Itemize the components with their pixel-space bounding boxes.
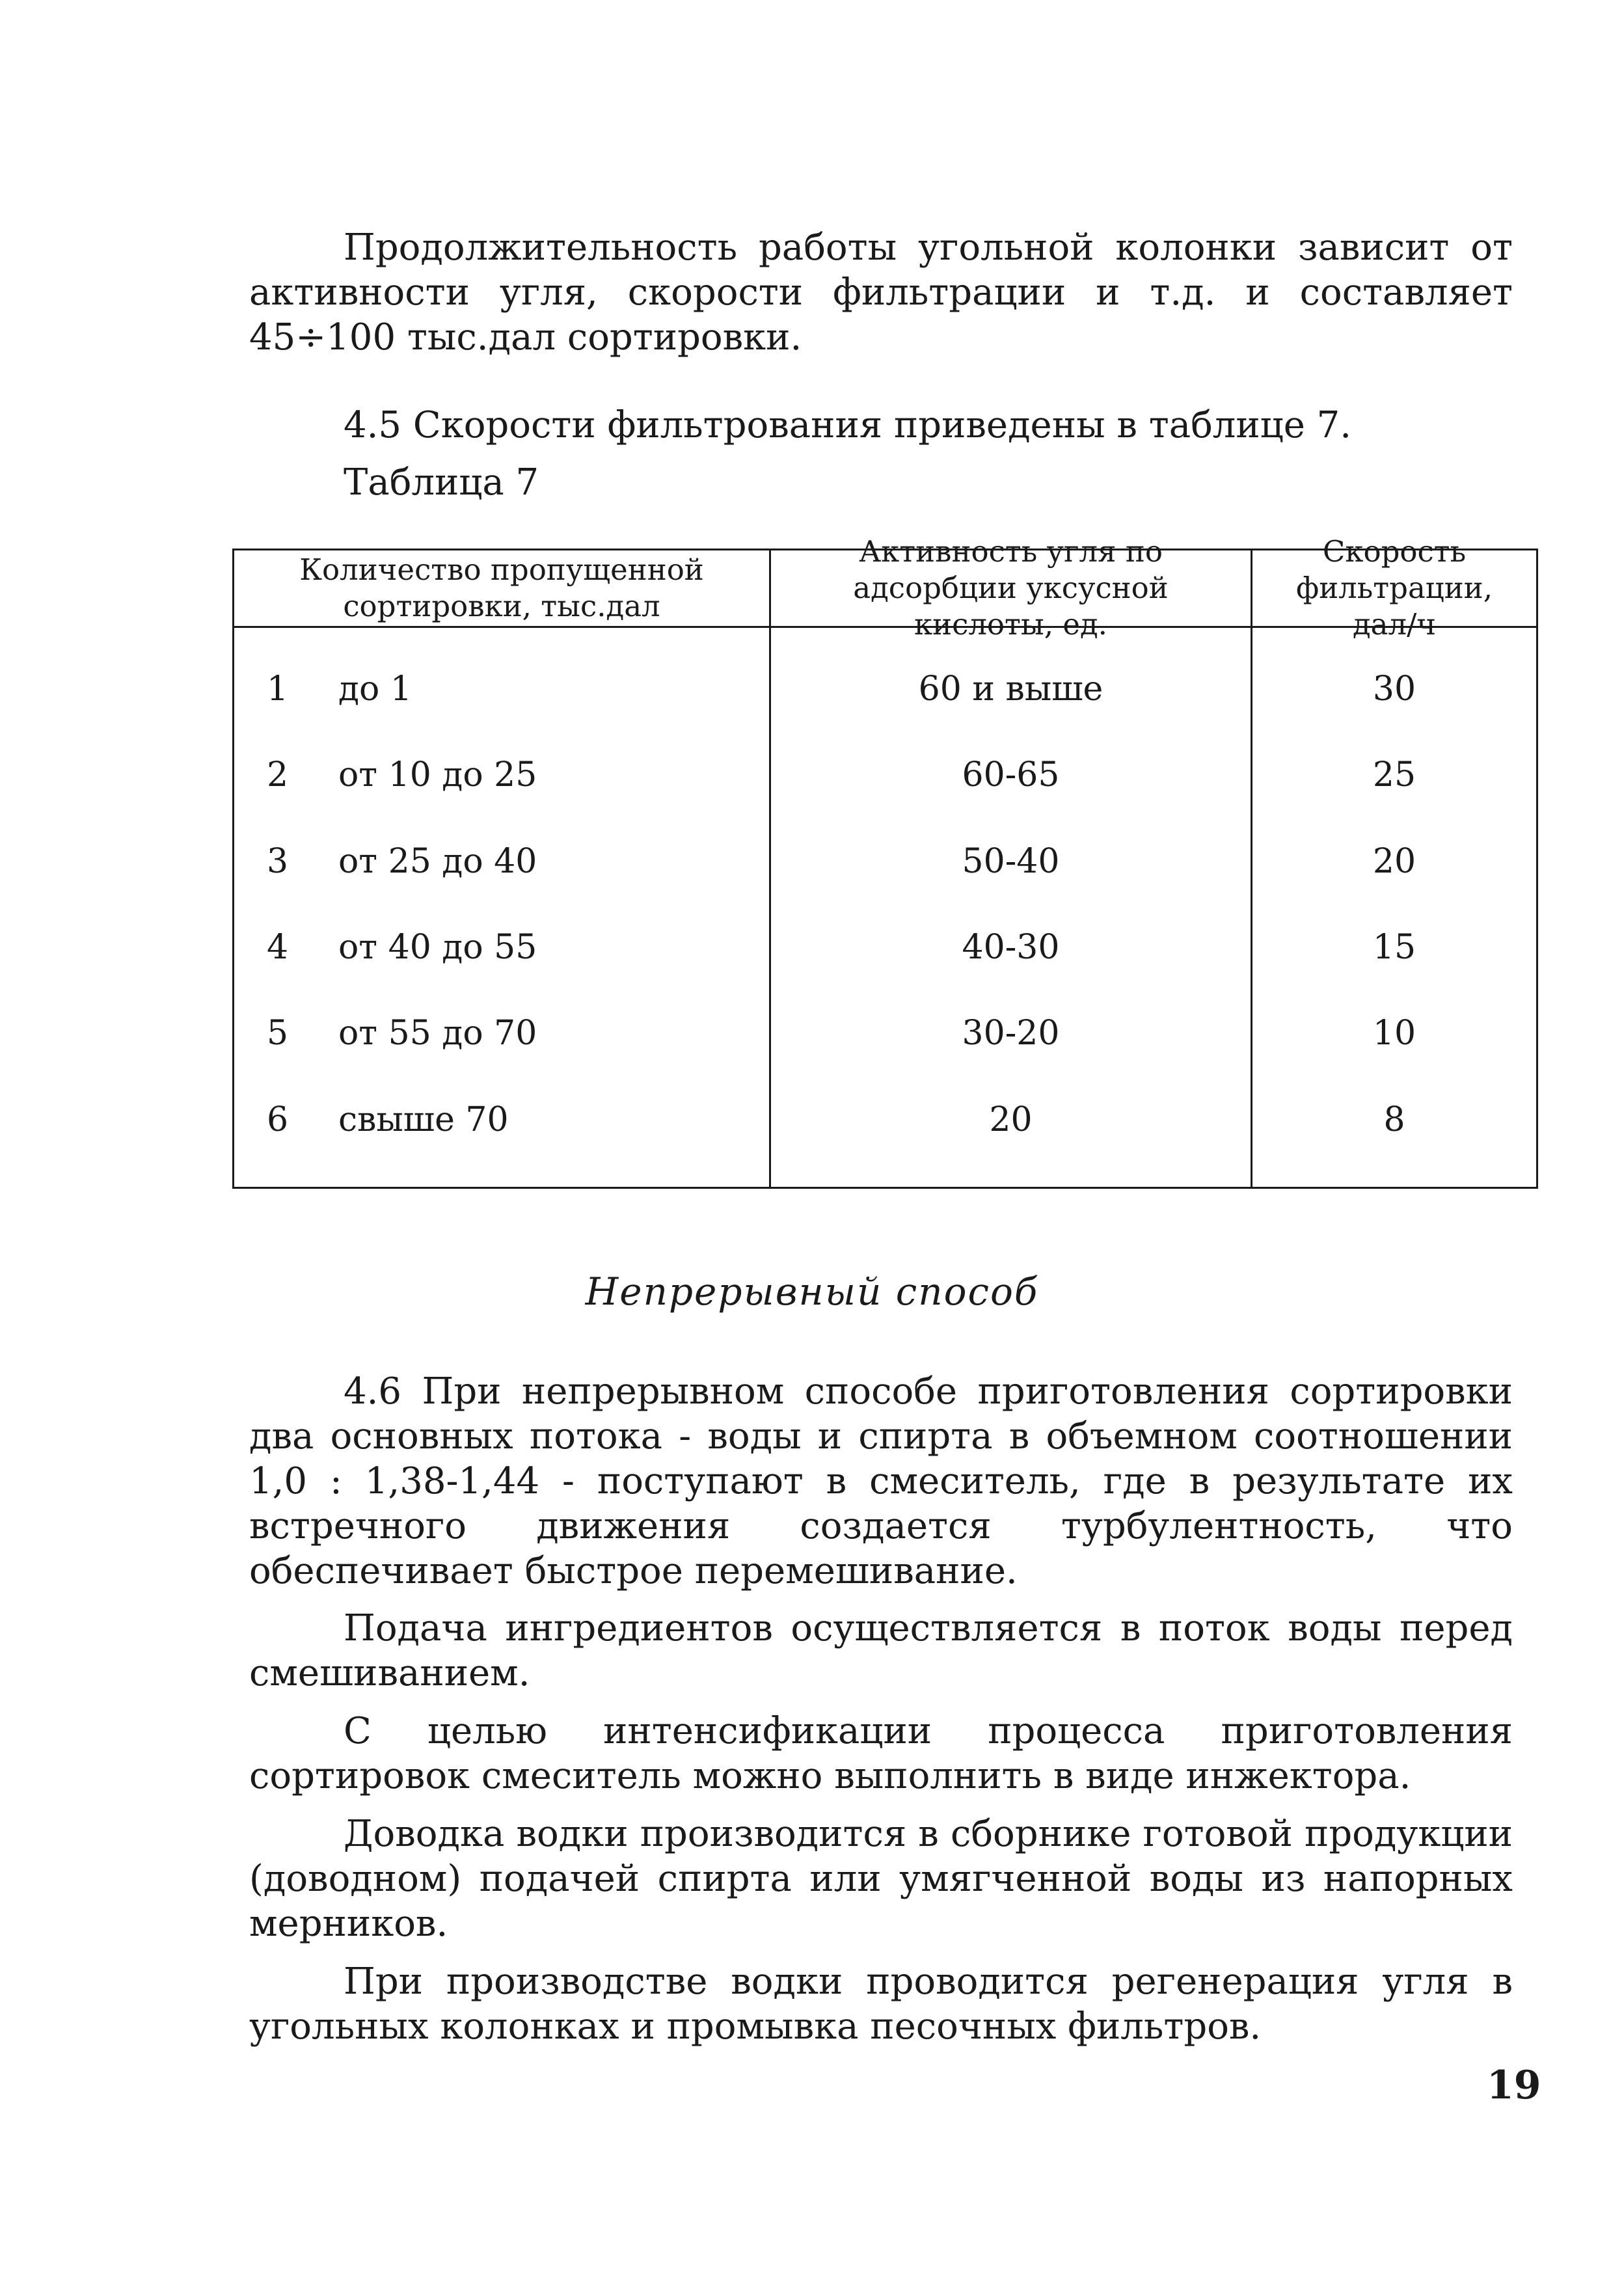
row-activity: 60-65 xyxy=(962,755,1060,794)
row-activity: 20 xyxy=(989,1100,1033,1139)
continuous-paragraph-4: Доводка водки производится в сборнике готовой продукции (доводном) подачей спирта или умягченной воды из напорных мерников. xyxy=(249,1813,1513,1945)
continuous-paragraph-2: Подача ингредиентов осуществляется в поток воды перед смешиванием. xyxy=(249,1607,1513,1694)
row-number: 5 xyxy=(267,1014,289,1053)
continuous-paragraph-1: 4.6 При непрерывном способе приготовления сортировки два основных потока - воды и спирта в объемном соотношении 1,0 : 1,38-1,44 - поступают в смеситель, где в результате их встречного движения создается турбулентность, что обеспечивает быстрое перемешивание. xyxy=(249,1370,1513,1592)
row-activity: 40-30 xyxy=(962,928,1060,967)
row-activity: 30-20 xyxy=(962,1014,1060,1053)
section-4-5-text: 4.5 Скорости фильтрования приведены в таблице 7. xyxy=(344,404,1352,446)
table-7 xyxy=(232,534,1538,1189)
row-activity: 50-40 xyxy=(962,842,1060,881)
row-speed: 15 xyxy=(1372,928,1416,967)
row-amount: от 10 до 25 xyxy=(338,755,537,794)
continuous-paragraph-5: При производстве водки проводится регенерация угля в угольных колонках и промывка песочных фильтров. xyxy=(249,1960,1513,2048)
row-number: 6 xyxy=(267,1100,289,1139)
row-amount: от 40 до 55 xyxy=(338,928,537,967)
row-speed: 20 xyxy=(1372,842,1416,881)
row-amount: от 25 до 40 xyxy=(338,842,537,881)
row-speed: 30 xyxy=(1372,670,1416,709)
row-activity: 60 и выше xyxy=(918,670,1103,709)
row-speed: 25 xyxy=(1372,755,1416,794)
header-activity: Активность угля по адсорбции уксусной кислоты, ед. xyxy=(853,534,1169,642)
row-number: 2 xyxy=(267,755,289,794)
row-speed: 8 xyxy=(1383,1100,1405,1139)
row-speed: 10 xyxy=(1372,1014,1416,1053)
row-number: 1 xyxy=(267,670,289,709)
header-amount: Количество пропущенной сортировки, тыс.дал xyxy=(299,552,704,623)
table-caption: Таблица 7 xyxy=(344,461,539,504)
page-number: 19 xyxy=(1487,2063,1541,2108)
row-number: 4 xyxy=(267,928,289,967)
header-speed: Скорость фильтрации, дал/ч xyxy=(1295,534,1493,642)
intro-paragraph: Продолжительность работы угольной колонки зависит от активности угля, скорости фильтрации и т.д. и составляет 45÷100 тыс.дал сортировки. xyxy=(249,226,1513,359)
section-heading: Непрерывный способ xyxy=(585,1269,1039,1314)
row-amount: свыше 70 xyxy=(338,1100,509,1139)
row-amount: от 55 до 70 xyxy=(338,1014,537,1053)
row-amount: до 1 xyxy=(338,670,412,709)
row-number: 3 xyxy=(267,842,289,881)
continuous-paragraph-3: С целью интенсификации процесса приготовления сортировок смеситель можно выполнить в виде инжектора. xyxy=(249,1710,1513,1797)
